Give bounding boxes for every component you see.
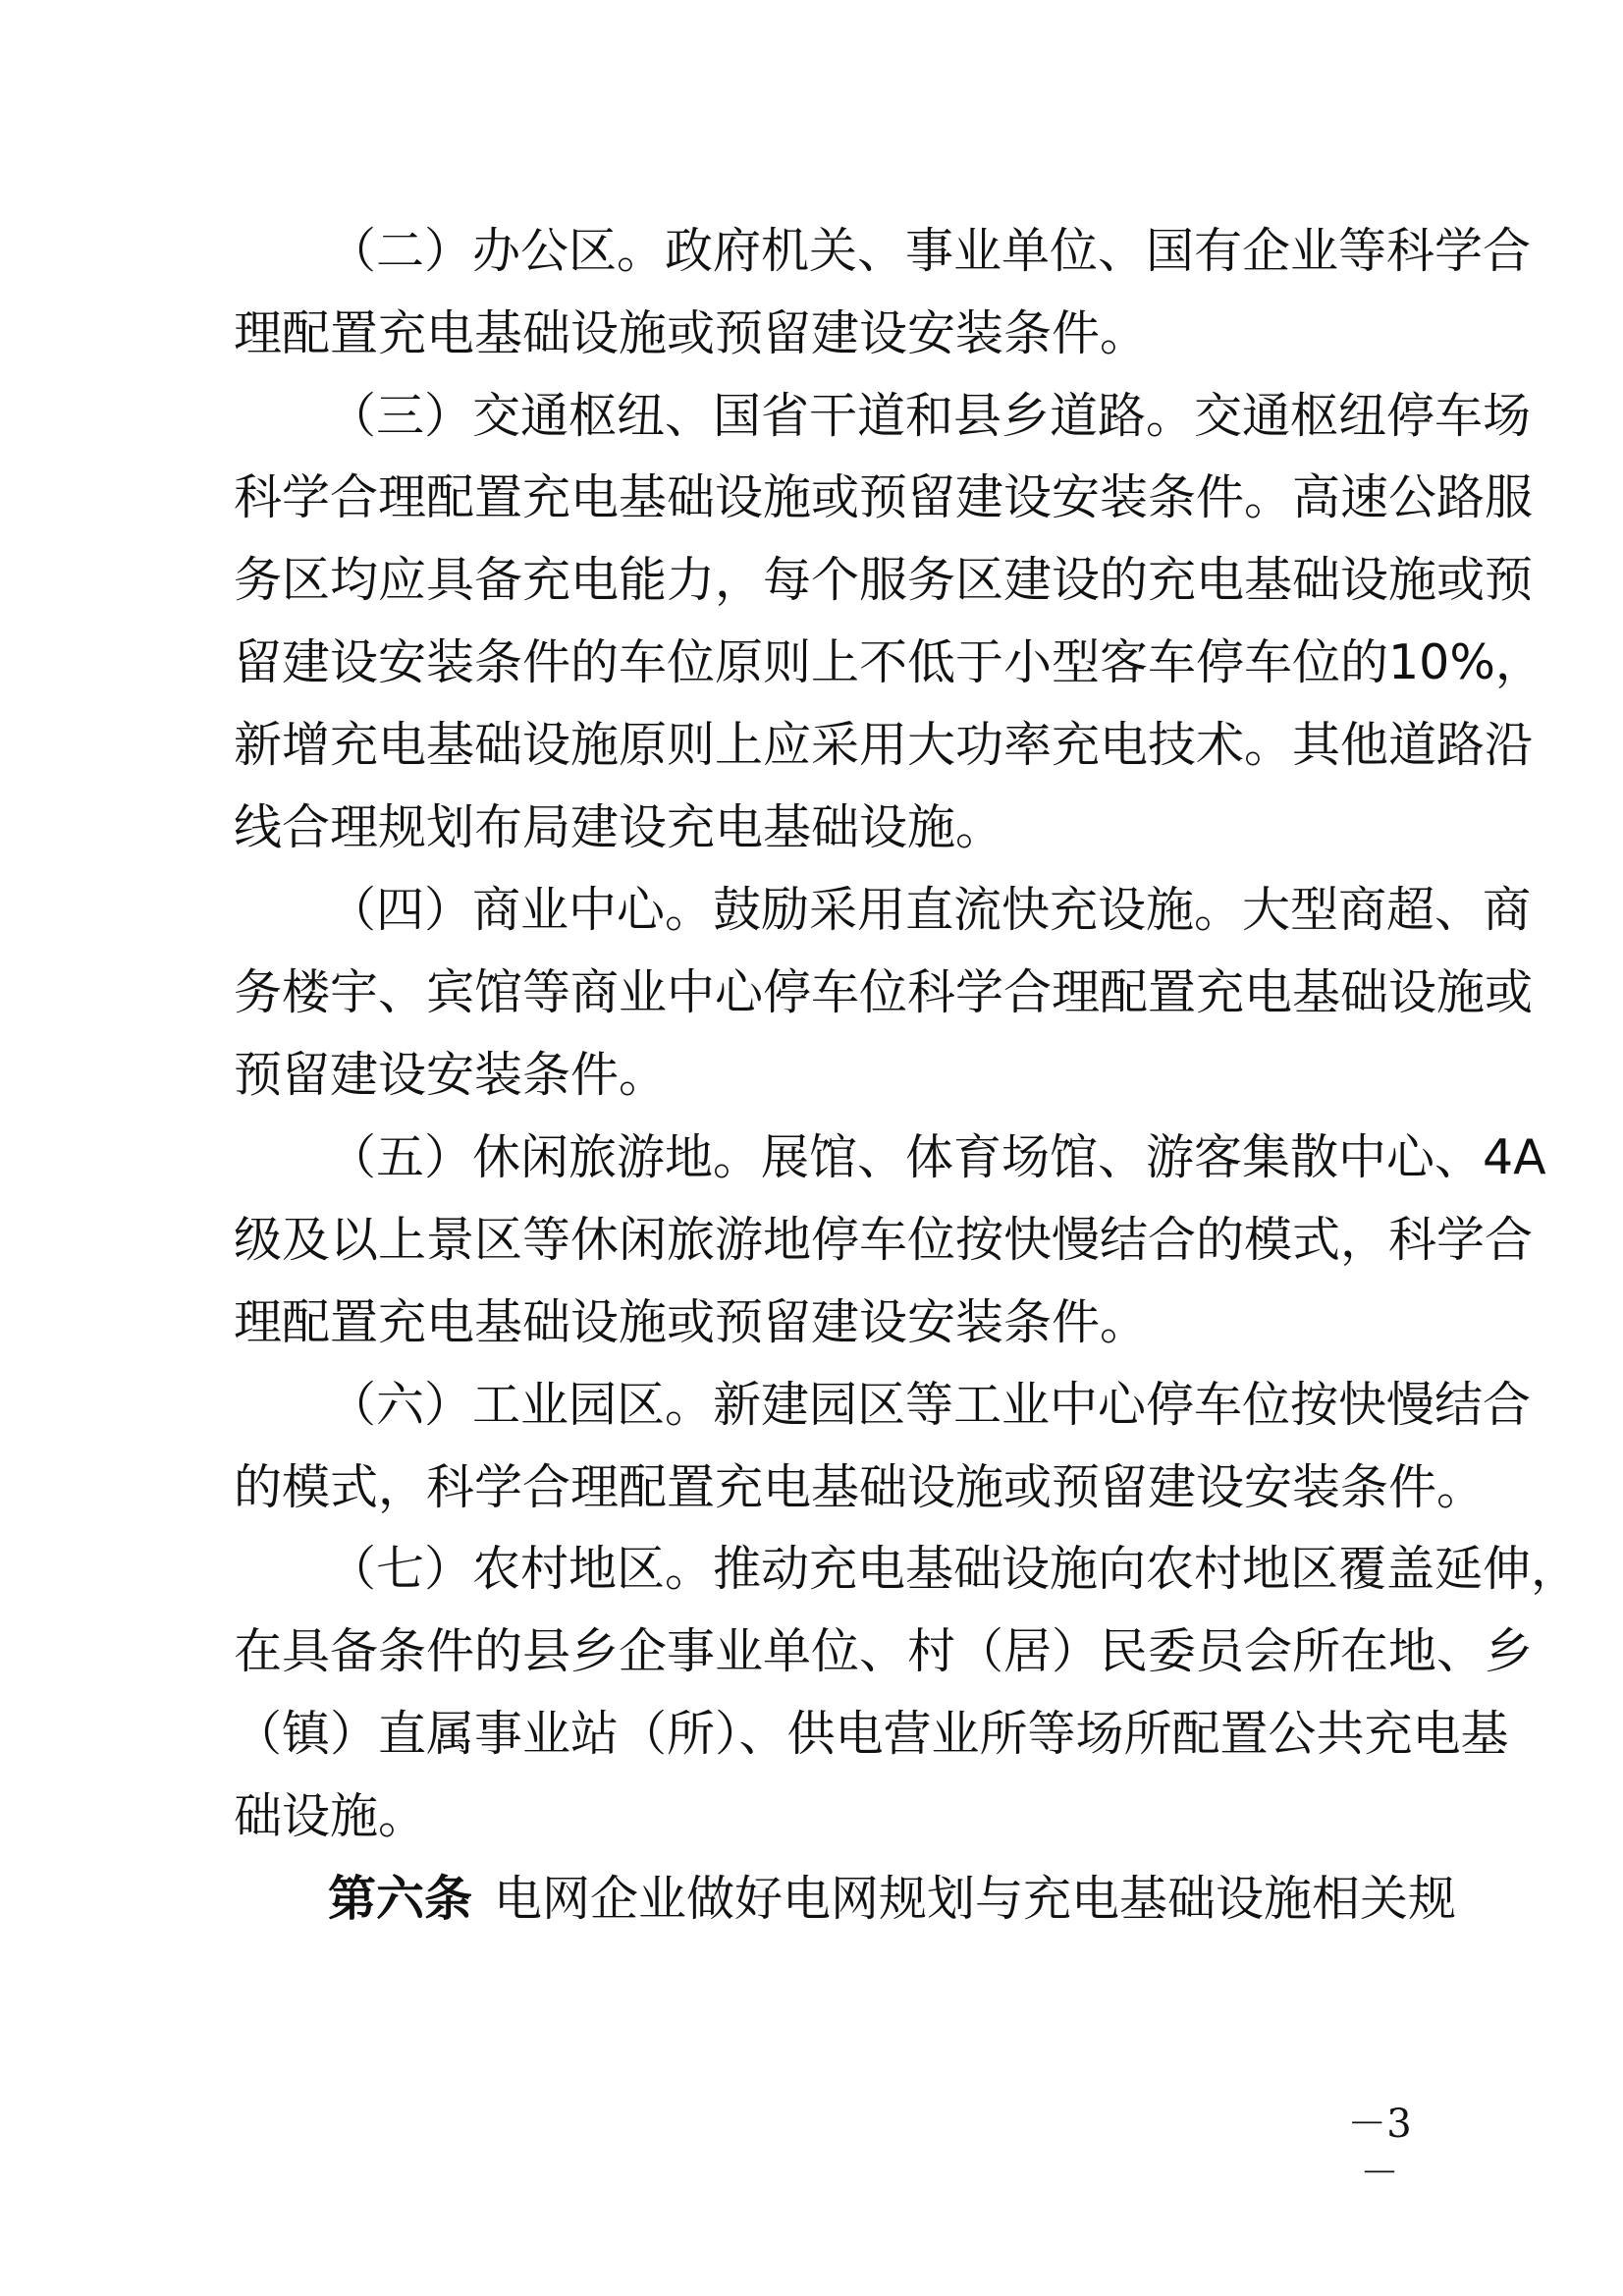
paragraph-6-line-2: 的模式，科学合理配置充电基础设施或预留建设安装条件。 — [234, 1459, 1486, 1515]
paragraph-4-line-2: 务楼宇、宾馆等商业中心停车位科学合理配置充电基础设施或 — [234, 964, 1534, 1020]
paragraph-3-line-1: （三）交通枢纽、国省干道和县乡道路。交通枢纽停车场 — [328, 388, 1532, 444]
paragraph-4-line-1: （四）商业中心。鼓励采用直流快充设施。大型商超、商 — [328, 882, 1532, 938]
paragraph-7-line-1: （七）农村地区。推动充电基础设施向农村地区覆盖延伸， — [328, 1541, 1580, 1597]
paragraph-4-line-3: 预留建设安装条件。 — [234, 1047, 668, 1103]
paragraph-3-line-2: 科学合理配置充电基础设施或预留建设安装条件。高速公路服 — [234, 469, 1534, 525]
paragraph-3-line-3: 务区均应具备充电能力，每个服务区建设的充电基础设施或预 — [234, 552, 1534, 608]
paragraph-2-line-1: （二）办公区。政府机关、事业单位、国有企业等科学合 — [328, 223, 1532, 279]
paragraph-3-line-4: 留建设安装条件的车位原则上不低于小型客车停车位的10%， — [234, 634, 1543, 690]
paragraph-5-line-2: 级及以上景区等休闲旅游地停车位按快慢结合的模式，科学合 — [234, 1212, 1534, 1268]
paragraph-6-line-1: （六）工业园区。新建园区等工业中心停车位按快慢结合 — [328, 1377, 1532, 1433]
paragraph-5-line-3: 理配置充电基础设施或预留建设安装条件。 — [234, 1294, 1149, 1350]
paragraph-7-line-4: 础设施。 — [234, 1788, 427, 1844]
paragraph-7-line-2: 在具备条件的县乡企事业单位、村（居）民委员会所在地、乡 — [234, 1623, 1534, 1679]
article-label: 第六条 — [328, 1871, 473, 1927]
paragraph-7-line-3: （镇）直属事业站（所）、供电营业所等场所配置公共充电基 — [234, 1706, 1509, 1762]
paragraph-3-line-6: 线合理规划布局建设充电基础设施。 — [234, 799, 1004, 855]
article-text: 电网企业做好电网规划与充电基础设施相关规 — [494, 1871, 1457, 1927]
paragraph-3-line-5: 新增充电基础设施原则上应采用大功率充电技术。其他道路沿 — [234, 717, 1534, 773]
article-6-line — [328, 1870, 1457, 1929]
paragraph-2-line-2: 理配置充电基础设施或预留建设安装条件。 — [234, 305, 1149, 361]
page-number: －3－ — [1347, 2102, 1412, 2196]
paragraph-5-line-1: （五）休闲旅游地。展馆、体育场馆、游客集散中心、4A — [328, 1129, 1546, 1185]
